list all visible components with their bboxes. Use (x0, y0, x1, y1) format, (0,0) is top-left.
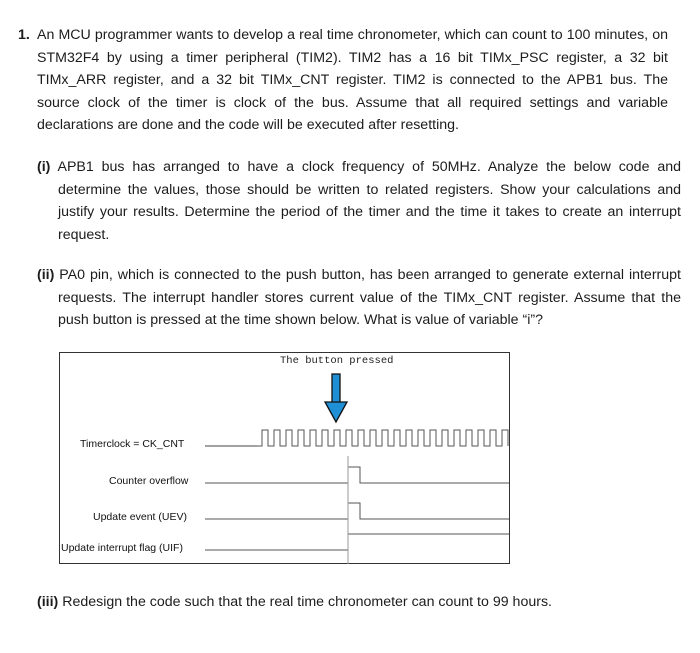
question-number: 1. (18, 27, 30, 43)
part-ii (37, 264, 681, 332)
part-iii (37, 591, 660, 614)
timing-diagram-svg (59, 352, 510, 564)
question-text: An MCU programmer wants to develop a real time chronometer, which can count to 100 minutes, on STM32F4 by using a timer peripheral (TIM2). TIM2 has a 16 bit TIMx_PSC register, a 32 bit TIMx_ARR register, and a 32 bit TIMx_CNT register. TIM2 is connected to the APB1 bus. The source clock of the timer is clock of the bus. Assume that all required settings and variable declarations are done and the code will be executed after resetting. (37, 27, 668, 134)
signal-label-timerclock: Timerclock = CK_CNT (80, 438, 185, 450)
timing-diagram (59, 352, 510, 564)
part-i-label: (i) (37, 159, 51, 175)
question-1 (18, 24, 668, 137)
part-i (37, 156, 681, 246)
part-iii-text: Redesign the code such that the real time chronometer can count to 99 hours. (58, 594, 552, 610)
part-iii-label: (iii) (37, 594, 59, 610)
signal-label-uif: Update interrupt flag (UIF) (61, 542, 183, 554)
diagram-caption: The button pressed (280, 355, 394, 367)
part-ii-text: PA0 pin, which is connected to the push button, has been arranged to generate external interrupt requests. The interrupt handler stores current value of the TIMx_CNT register. Assume that the push button is pressed at the time shown below. What is value of variable “i”? (54, 267, 681, 329)
part-i-text: APB1 bus has arranged to have a clock frequency of 50MHz. Analyze the below code and determine the values, those should be written to related registers. Show your calculations and justify your results. Determine the period of the timer and the time it takes to create an interrupt request. (50, 159, 681, 243)
signal-label-counter-overflow: Counter overflow (109, 475, 189, 487)
part-ii-label: (ii) (37, 267, 55, 283)
diagram-frame (60, 353, 510, 564)
signal-label-update-event: Update event (UEV) (93, 511, 187, 523)
